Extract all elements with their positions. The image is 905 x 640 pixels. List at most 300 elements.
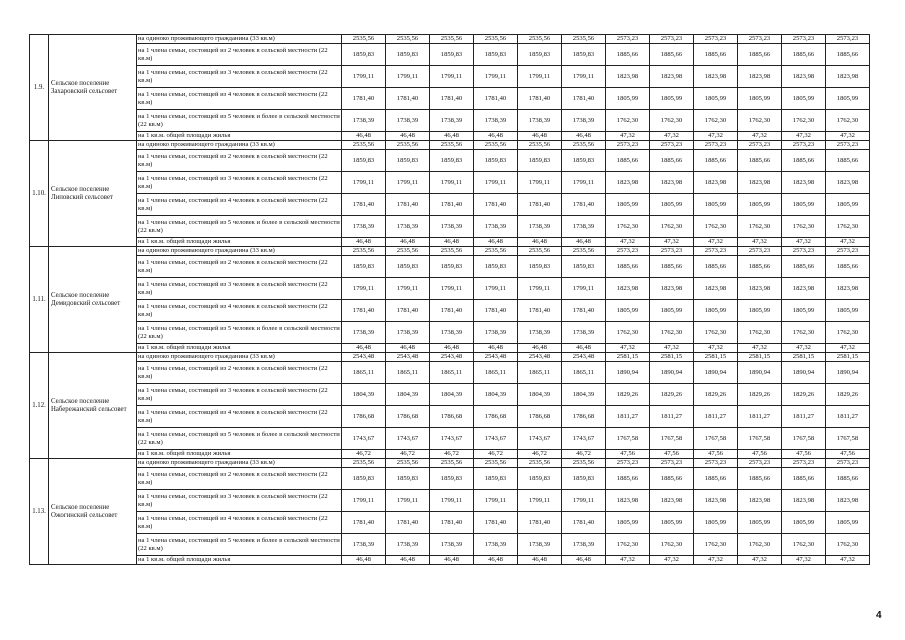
value-cell: 1738,39 [474,322,518,344]
value-cell: 47,56 [606,450,650,459]
value-cell: 2573,23 [650,247,694,256]
value-cell: 1823,98 [650,490,694,512]
row-description: на 1 члена семьи, состоящей из 2 человек в сельской местности (22 кв.м) [137,362,342,384]
value-cell: 47,32 [694,556,738,565]
value-cell: 47,32 [650,344,694,353]
value-cell: 1767,58 [826,428,870,450]
value-cell: 2535,56 [342,141,386,150]
value-cell: 1738,39 [386,110,430,132]
value-cell: 1885,66 [650,256,694,278]
value-cell: 1743,67 [386,428,430,450]
value-cell: 1781,40 [342,512,386,534]
row-description: на 1 члена семьи, состоящей из 3 человек в сельской местности (22 кв.м) [137,490,342,512]
value-cell: 47,32 [606,132,650,141]
value-cell: 46,48 [430,344,474,353]
value-cell: 1823,98 [694,66,738,88]
table-row [30,534,870,556]
value-cell: 1738,39 [342,110,386,132]
value-cell: 1762,30 [606,110,650,132]
value-cell: 46,48 [518,344,562,353]
value-cell: 1799,11 [430,172,474,194]
row-description: на 1 кв.м. общей площади жилья [137,450,342,459]
value-cell: 2573,23 [650,35,694,44]
value-cell: 46,48 [430,238,474,247]
row-description: на 1 члена семьи, состоящей из 5 человек и более в сельской местности (22 кв.м) [137,534,342,556]
value-cell: 1885,66 [694,150,738,172]
value-cell: 1859,83 [386,150,430,172]
row-description: на 1 члена семьи, состоящей из 2 человек в сельской местности (22 кв.м) [137,468,342,490]
value-cell: 1885,66 [782,44,826,66]
value-cell: 1799,11 [386,278,430,300]
value-cell: 1823,98 [694,172,738,194]
value-cell: 1859,83 [518,150,562,172]
value-cell: 1799,11 [474,172,518,194]
value-cell: 1823,98 [694,278,738,300]
row-description: на одиноко проживающего гражданина (33 кв.м) [137,35,342,44]
value-cell: 1859,83 [430,44,474,66]
value-cell: 1811,27 [826,406,870,428]
row-description: на 1 члена семьи, состоящей из 5 человек и более в сельской местности (22 кв.м) [137,110,342,132]
value-cell: 1743,67 [562,428,606,450]
value-cell: 1805,99 [782,512,826,534]
value-cell: 46,72 [430,450,474,459]
value-cell: 1799,11 [518,172,562,194]
value-cell: 1799,11 [518,490,562,512]
value-cell: 1859,83 [562,150,606,172]
value-cell: 2535,56 [386,35,430,44]
value-cell: 2535,56 [342,459,386,468]
value-cell: 1781,40 [518,512,562,534]
table-row [30,44,870,66]
value-cell: 1762,30 [694,534,738,556]
value-cell: 1890,94 [738,362,782,384]
value-cell: 1799,11 [430,66,474,88]
value-cell: 1738,39 [386,322,430,344]
value-cell: 1738,39 [474,216,518,238]
value-cell: 2573,23 [650,141,694,150]
value-cell: 1738,39 [562,534,606,556]
value-cell: 2573,23 [738,141,782,150]
section-code: 1.10. [30,141,49,247]
value-cell: 1811,27 [606,406,650,428]
value-cell: 2543,48 [562,353,606,362]
value-cell: 2573,23 [738,35,782,44]
value-cell: 1885,66 [650,150,694,172]
value-cell: 2573,23 [826,459,870,468]
value-cell: 1799,11 [342,66,386,88]
table-row [30,322,870,344]
value-cell: 1823,98 [826,278,870,300]
value-cell: 1762,30 [826,216,870,238]
value-cell: 1885,66 [826,468,870,490]
value-cell: 2535,56 [430,35,474,44]
value-cell: 1885,66 [738,468,782,490]
value-cell: 1799,11 [386,66,430,88]
value-cell: 2573,23 [606,247,650,256]
value-cell: 1738,39 [386,216,430,238]
value-cell: 1865,11 [430,362,474,384]
value-cell: 1762,30 [694,110,738,132]
value-cell: 1743,67 [474,428,518,450]
value-cell: 1859,83 [342,150,386,172]
section-code: 1.11. [30,247,49,353]
table-body [30,35,870,565]
value-cell: 1738,39 [342,216,386,238]
value-cell: 1762,30 [738,216,782,238]
table-row [30,490,870,512]
value-cell: 2581,15 [650,353,694,362]
section-code: 1.12. [30,353,49,459]
value-cell: 1805,99 [826,300,870,322]
value-cell: 2581,15 [606,353,650,362]
value-cell: 46,48 [562,132,606,141]
value-cell: 46,72 [518,450,562,459]
value-cell: 1767,58 [694,428,738,450]
value-cell: 47,32 [650,238,694,247]
value-cell: 1865,11 [562,362,606,384]
table-row [30,150,870,172]
value-cell: 2573,23 [782,247,826,256]
row-description: на одиноко проживающего гражданина (33 кв.м) [137,459,342,468]
value-cell: 1859,83 [518,468,562,490]
value-cell: 1805,99 [826,88,870,110]
value-cell: 47,32 [782,238,826,247]
value-cell: 1799,11 [474,278,518,300]
value-cell: 1762,30 [782,110,826,132]
table-row [30,247,870,256]
value-cell: 1859,83 [386,44,430,66]
value-cell: 2573,23 [606,35,650,44]
value-cell: 1743,67 [342,428,386,450]
table-row [30,88,870,110]
value-cell: 46,48 [474,132,518,141]
value-cell: 1781,40 [518,300,562,322]
value-cell: 1805,99 [606,512,650,534]
value-cell: 47,56 [782,450,826,459]
value-cell: 46,48 [518,238,562,247]
table-row [30,459,870,468]
value-cell: 2573,23 [738,247,782,256]
page-number: 4 [876,610,882,621]
value-cell: 1804,39 [430,384,474,406]
value-cell: 1762,30 [826,534,870,556]
row-description: на 1 члена семьи, состоящей из 3 человек в сельской местности (22 кв.м) [137,172,342,194]
value-cell: 1823,98 [782,172,826,194]
value-cell: 1738,39 [518,110,562,132]
table-row [30,194,870,216]
value-cell: 1781,40 [474,512,518,534]
value-cell: 1786,68 [518,406,562,428]
value-cell: 1767,58 [782,428,826,450]
value-cell: 46,72 [386,450,430,459]
value-cell: 2535,56 [342,35,386,44]
value-cell: 1786,68 [430,406,474,428]
value-cell: 2581,15 [782,353,826,362]
value-cell: 1885,66 [782,256,826,278]
value-cell: 1804,39 [474,384,518,406]
value-cell: 46,72 [562,450,606,459]
value-cell: 1885,66 [694,256,738,278]
value-cell: 1805,99 [826,512,870,534]
table-row [30,35,870,44]
value-cell: 1799,11 [342,490,386,512]
settlement-name: Сельское поселение Липовский сельсовет [49,141,137,247]
value-cell: 1781,40 [386,300,430,322]
value-cell: 1786,68 [562,406,606,428]
value-cell: 2581,15 [826,353,870,362]
row-description: на 1 кв.м. общей площади жилья [137,238,342,247]
value-cell: 1786,68 [386,406,430,428]
value-cell: 1799,11 [474,66,518,88]
value-cell: 2543,48 [430,353,474,362]
value-cell: 2573,23 [694,459,738,468]
value-cell: 2535,56 [474,247,518,256]
table-row [30,172,870,194]
value-cell: 1885,66 [694,468,738,490]
value-cell: 1762,30 [650,534,694,556]
value-cell: 1823,98 [738,490,782,512]
value-cell: 46,48 [386,344,430,353]
value-cell: 47,56 [738,450,782,459]
table-row [30,216,870,238]
settlement-name: Сельское поселение Ожогинский сельсовет [49,459,137,565]
value-cell: 1885,66 [606,256,650,278]
value-cell: 2535,56 [518,35,562,44]
value-cell: 1781,40 [474,88,518,110]
value-cell: 1859,83 [430,468,474,490]
table-row [30,141,870,150]
value-cell: 1781,40 [430,88,474,110]
value-cell: 1859,83 [562,468,606,490]
row-description: на 1 члена семьи, состоящей из 4 человек в сельской местности (22 кв.м) [137,300,342,322]
value-cell: 1738,39 [342,322,386,344]
value-cell: 47,32 [606,344,650,353]
value-cell: 1738,39 [474,110,518,132]
section-code: 1.9. [30,35,49,141]
value-cell: 1811,27 [738,406,782,428]
value-cell: 1805,99 [606,300,650,322]
value-cell: 1762,30 [606,216,650,238]
value-cell: 1781,40 [386,512,430,534]
value-cell: 1865,11 [386,362,430,384]
row-description: на 1 члена семьи, состоящей из 5 человек и более в сельской местности (22 кв.м) [137,428,342,450]
value-cell: 1823,98 [738,278,782,300]
value-cell: 1885,66 [826,150,870,172]
value-cell: 1859,83 [518,44,562,66]
value-cell: 46,48 [386,132,430,141]
value-cell: 47,56 [650,450,694,459]
value-cell: 1823,98 [738,172,782,194]
value-cell: 46,48 [386,556,430,565]
value-cell: 2573,23 [606,141,650,150]
row-description: на 1 члена семьи, состоящей из 4 человек в сельской местности (22 кв.м) [137,406,342,428]
value-cell: 1738,39 [518,216,562,238]
value-cell: 2535,56 [342,247,386,256]
value-cell: 2543,48 [518,353,562,362]
value-cell: 1805,99 [606,194,650,216]
value-cell: 1859,83 [518,256,562,278]
value-cell: 46,48 [342,132,386,141]
value-cell: 1781,40 [386,194,430,216]
value-cell: 1859,83 [386,468,430,490]
value-cell: 46,48 [386,238,430,247]
value-cell: 1781,40 [562,88,606,110]
value-cell: 1804,39 [562,384,606,406]
value-cell: 1823,98 [782,66,826,88]
value-cell: 46,48 [518,132,562,141]
value-cell: 47,32 [606,556,650,565]
value-cell: 2535,56 [430,247,474,256]
value-cell: 2543,48 [474,353,518,362]
value-cell: 1859,83 [562,256,606,278]
value-cell: 1829,26 [694,384,738,406]
value-cell: 1738,39 [518,322,562,344]
value-cell: 1859,83 [342,256,386,278]
value-cell: 1738,39 [562,216,606,238]
value-cell: 1885,66 [782,150,826,172]
value-cell: 1859,83 [430,150,474,172]
value-cell: 1829,26 [782,384,826,406]
value-cell: 47,32 [738,344,782,353]
value-cell: 2573,23 [738,459,782,468]
value-cell: 1762,30 [738,322,782,344]
value-cell: 1781,40 [386,88,430,110]
value-cell: 46,48 [562,238,606,247]
row-description: на 1 члена семьи, состоящей из 4 человек в сельской местности (22 кв.м) [137,512,342,534]
value-cell: 1799,11 [342,278,386,300]
value-cell: 46,48 [562,344,606,353]
value-cell: 47,56 [694,450,738,459]
value-cell: 2573,23 [826,35,870,44]
table-row [30,256,870,278]
value-cell: 46,72 [342,450,386,459]
value-cell: 1738,39 [430,322,474,344]
value-cell: 1890,94 [826,362,870,384]
value-cell: 1799,11 [386,490,430,512]
row-description: на 1 члена семьи, состоящей из 2 человек в сельской местности (22 кв.м) [137,150,342,172]
value-cell: 1781,40 [342,194,386,216]
table-row [30,428,870,450]
value-cell: 1885,66 [606,150,650,172]
value-cell: 1762,30 [606,534,650,556]
value-cell: 46,48 [474,238,518,247]
value-cell: 2573,23 [694,35,738,44]
row-description: на 1 члена семьи, состоящей из 3 человек в сельской местности (22 кв.м) [137,278,342,300]
value-cell: 2573,23 [826,247,870,256]
value-cell: 1799,11 [342,172,386,194]
value-cell: 47,32 [738,238,782,247]
value-cell: 46,48 [430,556,474,565]
value-cell: 2535,56 [562,141,606,150]
value-cell: 1829,26 [606,384,650,406]
value-cell: 1885,66 [606,44,650,66]
value-cell: 1781,40 [474,194,518,216]
value-cell: 1823,98 [606,66,650,88]
row-description: на 1 члена семьи, состоящей из 5 человек и более в сельской местности (22 кв.м) [137,216,342,238]
table-row [30,512,870,534]
value-cell: 2535,56 [562,247,606,256]
value-cell: 1762,30 [738,110,782,132]
value-cell: 46,48 [474,556,518,565]
value-cell: 1885,66 [738,150,782,172]
row-description: на 1 члена семьи, состоящей из 3 человек в сельской местности (22 кв.м) [137,384,342,406]
value-cell: 1865,11 [474,362,518,384]
value-cell: 1762,30 [782,322,826,344]
table-row [30,556,870,565]
value-cell: 1885,66 [738,256,782,278]
value-cell: 1859,83 [342,468,386,490]
value-cell: 2581,15 [694,353,738,362]
value-cell: 1805,99 [782,88,826,110]
value-cell: 1799,11 [430,490,474,512]
value-cell: 1762,30 [694,216,738,238]
value-cell: 1804,39 [342,384,386,406]
value-cell: 2535,56 [386,141,430,150]
table-row [30,344,870,353]
value-cell: 1885,66 [606,468,650,490]
value-cell: 1829,26 [738,384,782,406]
settlement-name: Сельское поселение Демидовский сельсовет [49,247,137,353]
table-row [30,353,870,362]
value-cell: 1767,58 [650,428,694,450]
row-description: на 1 кв.м. общей площади жилья [137,344,342,353]
value-cell: 2535,56 [474,141,518,150]
value-cell: 2535,56 [474,459,518,468]
value-cell: 2573,23 [782,35,826,44]
value-cell: 1805,99 [650,88,694,110]
table-row [30,132,870,141]
value-cell: 1738,39 [430,216,474,238]
value-cell: 2535,56 [518,247,562,256]
value-cell: 1829,26 [650,384,694,406]
value-cell: 2535,56 [430,459,474,468]
row-description: на 1 члена семьи, состоящей из 2 человек в сельской местности (22 кв.м) [137,256,342,278]
value-cell: 1823,98 [738,66,782,88]
value-cell: 1781,40 [562,194,606,216]
value-cell: 1885,66 [738,44,782,66]
value-cell: 47,32 [826,132,870,141]
value-cell: 1762,30 [738,534,782,556]
value-cell: 2573,23 [782,459,826,468]
value-cell: 1859,83 [474,468,518,490]
value-cell: 2535,56 [430,141,474,150]
value-cell: 46,48 [342,556,386,565]
value-cell: 1762,30 [826,110,870,132]
value-cell: 1781,40 [342,300,386,322]
value-cell: 46,72 [474,450,518,459]
value-cell: 1762,30 [650,216,694,238]
value-cell: 1805,99 [694,300,738,322]
value-cell: 1823,98 [650,66,694,88]
value-cell: 1767,58 [606,428,650,450]
row-description: на 1 кв.м. общей площади жилья [137,556,342,565]
value-cell: 46,48 [430,132,474,141]
value-cell: 1738,39 [474,534,518,556]
table-row [30,278,870,300]
value-cell: 1762,30 [650,110,694,132]
value-cell: 2581,15 [738,353,782,362]
value-cell: 1781,40 [518,88,562,110]
value-cell: 1805,99 [782,194,826,216]
table-row [30,362,870,384]
table-row [30,468,870,490]
value-cell: 1859,83 [386,256,430,278]
value-cell: 1805,99 [738,194,782,216]
value-cell: 1823,98 [826,66,870,88]
value-cell: 2535,56 [518,459,562,468]
value-cell: 1786,68 [474,406,518,428]
value-cell: 2573,23 [782,141,826,150]
